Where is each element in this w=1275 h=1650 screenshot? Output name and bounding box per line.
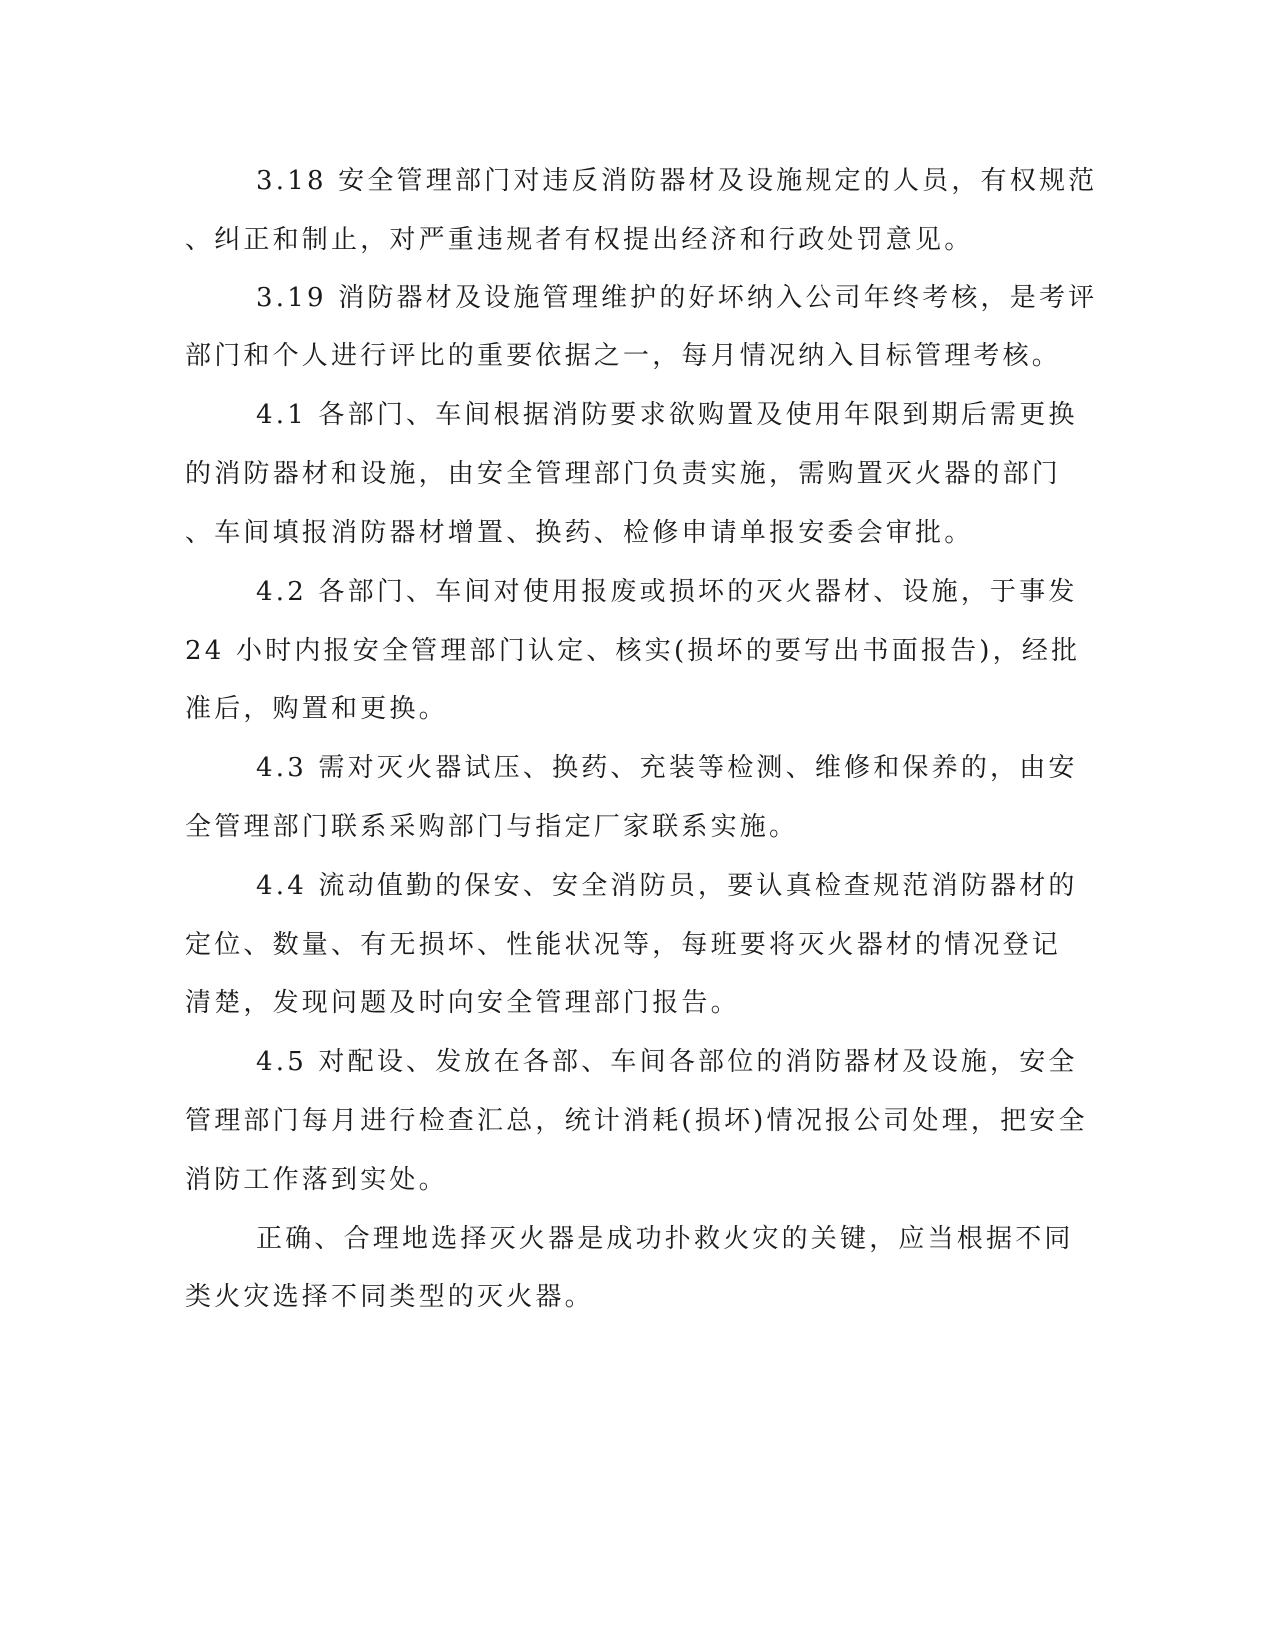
paragraph-4-2-line-2: 24 小时内报安全管理部门认定、核实(损坏的要写出书面报告)，经批 [185,636,1081,666]
paragraph-4-1-line-2: 的消防器材和设施，由安全管理部门负责实施，需购置灭火器的部门 [185,459,1062,489]
closing-paragraph-line-2: 类火灾选择不同类型的灭火器。 [185,1282,594,1312]
paragraph-4-1-line-3: 、车间填报消防器材增置、换药、检修申请单报安委会审批。 [185,518,974,548]
paragraph-4-2-line-1: 4.2 各部门、车间对使用报废或损坏的灭火器材、设施，于事发 [256,577,1078,607]
paragraph-3-18-line-2: 、纠正和制止，对严重违规者有权提出经济和行政处罚意见。 [185,225,974,255]
paragraph-4-3-line-2: 全管理部门联系采购部门与指定厂家联系实施。 [185,812,799,842]
paragraph-4-5-line-2: 管理部门每月进行检查汇总，统计消耗(损坏)情况报公司处理，把安全 [185,1106,1088,1136]
closing-paragraph-line-1: 正确、合理地选择灭火器是成功扑救火灾的关键，应当根据不同 [256,1224,1074,1254]
paragraph-4-4-line-3: 清楚，发现问题及时向安全管理部门报告。 [185,988,740,1018]
paragraph-3-19-line-2: 部门和个人进行评比的重要依据之一，每月情况纳入目标管理考核。 [185,341,1062,371]
paragraph-4-2-line-3: 准后，购置和更换。 [185,694,448,724]
paragraph-3-19-line-1: 3.19 消防器材及设施管理维护的好坏纳入公司年终考核，是考评 [256,283,1098,313]
paragraph-4-4-line-1: 4.4 流动值勤的保安、安全消防员，要认真检查规范消防器材的 [256,871,1078,901]
paragraph-4-3-line-1: 4.3 需对灭火器试压、换药、充装等检测、维修和保养的，由安 [256,753,1078,783]
paragraph-3-18-line-1: 3.18 安全管理部门对违反消防器材及设施规定的人员，有权规范 [256,166,1098,196]
paragraph-4-5-line-3: 消防工作落到实处。 [185,1165,448,1195]
paragraph-4-5-line-1: 4.5 对配设、发放在各部、车间各部位的消防器材及设施，安全 [256,1047,1078,1077]
paragraph-4-4-line-2: 定位、数量、有无损坏、性能状况等，每班要将灭火器材的情况登记 [185,930,1062,960]
paragraph-4-1-line-1: 4.1 各部门、车间根据消防要求欲购置及使用年限到期后需更换 [256,400,1078,430]
